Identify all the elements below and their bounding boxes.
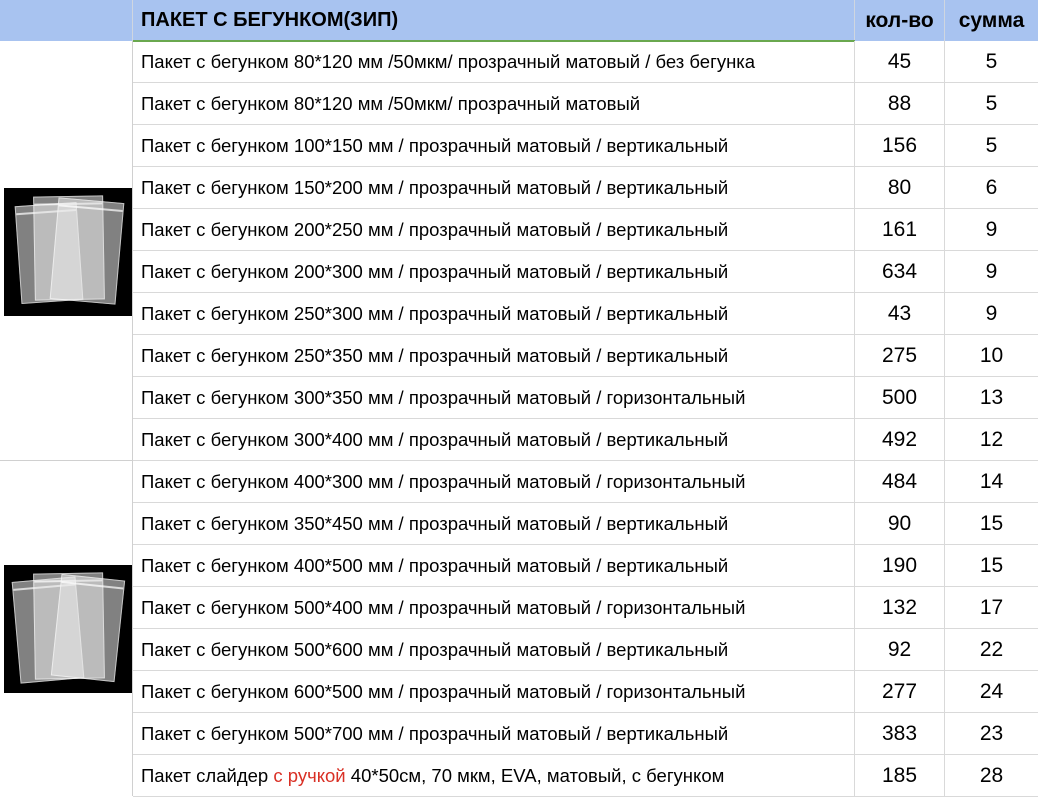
product-name-cell[interactable] [133, 755, 855, 796]
qty-cell[interactable]: 92 [855, 629, 945, 670]
table-row [133, 545, 1038, 587]
zip-bag-photo-icon[interactable] [4, 188, 132, 316]
product-name-cell[interactable]: Пакет с бегунком 150*200 мм / прозрачный матовый / вертикальный [133, 167, 855, 208]
table-row [133, 377, 1038, 419]
product-name-cell[interactable]: Пакет с бегунком 300*350 мм / прозрачный матовый / горизонтальный [133, 377, 855, 418]
sum-cell[interactable]: 9 [985, 217, 998, 241]
table-row [133, 335, 1038, 377]
product-name-cell[interactable]: Пакет с бегунком 200*300 мм / прозрачный матовый / вертикальный [133, 251, 855, 292]
table-row [133, 167, 1038, 209]
qty-cell[interactable]: 80 [855, 167, 945, 208]
sum-cell[interactable]: 28 [979, 763, 1004, 787]
product-name-cell[interactable]: Пакет с бегунком 400*500 мм / прозрачный матовый / вертикальный [133, 545, 855, 586]
table-row [133, 587, 1038, 629]
product-name-cell[interactable]: Пакет с бегунком 500*700 мм / прозрачный матовый / вертикальный [133, 713, 855, 754]
sum-cell[interactable]: 23 [979, 721, 1004, 745]
sum-cell[interactable]: 6 [985, 175, 998, 199]
product-name-cell[interactable]: Пакет с бегунком 100*150 мм / прозрачный матовый / вертикальный [133, 125, 855, 166]
highlighted-text: с ручкой [273, 764, 346, 786]
qty-cell[interactable]: 492 [855, 419, 945, 460]
sum-cell[interactable]: 13 [979, 385, 1004, 409]
table-row [133, 713, 1038, 755]
header-sum[interactable]: сумма [945, 0, 1038, 41]
table-row [133, 629, 1038, 671]
qty-cell[interactable]: 277 [855, 671, 945, 712]
qty-cell[interactable]: 161 [855, 209, 945, 250]
header-title[interactable]: ПАКЕТ С БЕГУНКОМ(ЗИП) [133, 0, 855, 41]
table-row [133, 41, 1038, 83]
product-name-cell[interactable]: Пакет с бегунком 400*300 мм / прозрачный матовый / горизонтальный [133, 461, 855, 502]
sum-cell[interactable]: 12 [979, 427, 1004, 451]
product-name-cell[interactable]: Пакет с бегунком 250*350 мм / прозрачный матовый / вертикальный [133, 335, 855, 376]
sum-cell[interactable]: 15 [979, 553, 1004, 577]
sum-cell[interactable]: 5 [985, 133, 998, 157]
table-row [133, 503, 1038, 545]
image-separator [0, 460, 133, 461]
table-row [133, 293, 1038, 335]
qty-cell[interactable]: 275 [855, 335, 945, 376]
sum-cell[interactable]: 5 [985, 91, 998, 115]
product-name-cell[interactable]: Пакет с бегунком 80*120 мм /50мкм/ прозрачный матовый / без бегунка [133, 41, 855, 82]
product-name-cell[interactable]: Пакет с бегунком 500*400 мм / прозрачный матовый / горизонтальный [133, 587, 855, 628]
sum-cell[interactable]: 9 [985, 301, 998, 325]
sum-cell[interactable]: 9 [985, 259, 998, 283]
product-name-part: Пакет слайдер [141, 764, 274, 786]
sum-cell[interactable]: 5 [985, 49, 998, 73]
qty-cell[interactable]: 500 [855, 377, 945, 418]
product-name-cell[interactable]: Пакет с бегунком 600*500 мм / прозрачный матовый / горизонтальный [133, 671, 855, 712]
zip-bag-photo-icon[interactable] [4, 565, 132, 693]
table-row [133, 83, 1038, 125]
product-name-cell[interactable]: Пакет с бегунком 350*450 мм / прозрачный матовый / вертикальный [133, 503, 855, 544]
qty-cell[interactable]: 132 [855, 587, 945, 628]
product-name-cell[interactable]: Пакет с бегунком 500*600 мм / прозрачный матовый / вертикальный [133, 629, 855, 670]
sum-cell[interactable]: 24 [979, 679, 1004, 703]
qty-cell[interactable]: 43 [855, 293, 945, 334]
product-name-cell[interactable]: Пакет с бегунком 200*250 мм / прозрачный матовый / вертикальный [133, 209, 855, 250]
sum-cell[interactable]: 10 [979, 343, 1004, 367]
table-row [133, 671, 1038, 713]
product-name-part: 40*50см, 70 мкм, EVA, матовый, с бегунком [345, 764, 725, 786]
header-image-cell[interactable] [0, 0, 133, 41]
qty-cell[interactable]: 634 [855, 251, 945, 292]
qty-cell[interactable]: 190 [855, 545, 945, 586]
product-name-cell[interactable]: Пакет с бегунком 300*400 мм / прозрачный матовый / вертикальный [133, 419, 855, 460]
product-name-cell[interactable]: Пакет с бегунком 250*300 мм / прозрачный матовый / вертикальный [133, 293, 855, 334]
table-row [133, 209, 1038, 251]
table-row [133, 461, 1038, 503]
qty-cell[interactable]: 484 [855, 461, 945, 502]
sum-cell[interactable]: 14 [979, 469, 1004, 493]
qty-cell[interactable]: 88 [855, 83, 945, 124]
qty-cell[interactable]: 383 [855, 713, 945, 754]
image-column [0, 41, 133, 796]
table-row [133, 125, 1038, 167]
sum-cell[interactable]: 22 [979, 637, 1004, 661]
header-qty[interactable]: кол-во [855, 0, 945, 41]
qty-cell[interactable]: 156 [855, 125, 945, 166]
product-name-cell[interactable]: Пакет с бегунком 80*120 мм /50мкм/ прозрачный матовый [133, 83, 855, 124]
table-row [133, 251, 1038, 293]
table-row [133, 419, 1038, 461]
sum-cell[interactable]: 17 [979, 595, 1004, 619]
sum-cell[interactable]: 15 [979, 511, 1004, 535]
qty-cell[interactable]: 90 [855, 503, 945, 544]
qty-cell[interactable]: 185 [855, 755, 945, 796]
table-row [133, 755, 1038, 797]
qty-cell[interactable]: 45 [855, 41, 945, 82]
